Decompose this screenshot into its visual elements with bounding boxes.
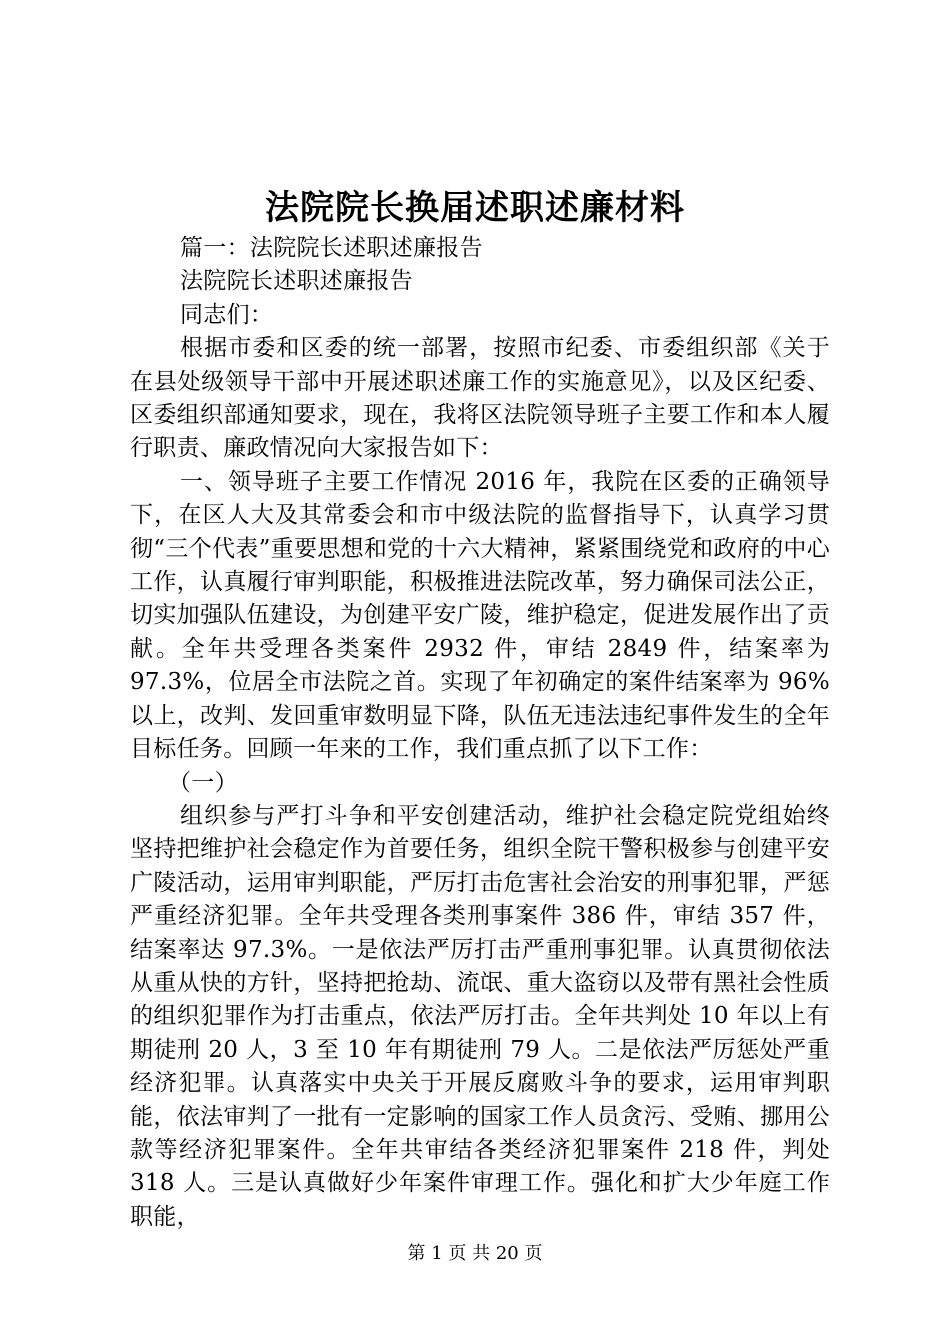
page-number: 第 1 页 共 20 页 — [407, 1243, 543, 1264]
document-title: 法院院长换届述职述廉材料 — [265, 188, 685, 228]
body-paragraph: 组织参与严打斗争和平安创建活动，维护社会稳定院党组始终坚持把维护社会稳定作为首要任务，组织全院干警积极参与创建平安广陵活动，运用审判职能，严厉打击危害社会治安的刑事犯罪，严惩严重经济犯罪。全年共受理各类刑事案件 386 件，审结 357 件，结案率达 97.3%。一是依法严厉打击严重刑事犯罪。认真贯彻依法从重从快的方针，坚持把抢劫、流氓、重大盗窃以及带有黑社会性质的组织犯罪作为打击重点，依法严厉打击。全年共判处 10 年以上有期徒刑 20 人，3 至 10 年有期徒刑 79 人。二是依法严厉惩处严重经济犯罪。认真落实中央关于开展反腐败斗争的要求，运用审判职能，依法审判了一批有一定影响的国家工作人员贪污、受贿、挪用公款等经济犯罪案件。全年共审结各类经济犯罪案件 218 件，判处 318 人。三是认真做好少年案件审理工作。强化和扩大少年庭工作职能， — [130, 802, 830, 1230]
section-heading: 篇一：法院院长述职述廉报告 — [180, 235, 483, 261]
document-body — [130, 232, 830, 1234]
body-paragraph: 根据市委和区委的统一部署，按照市纪委、市委组织部《关于在县处级领导干部中开展述职述廉工作的实施意见》，以及区纪委、区委组织部通知要求，现在，我将区法院领导班子主要工作和本人履行职责、廉政情况向大家报告如下： — [130, 335, 830, 462]
report-title: 法院院长述职述廉报告 — [180, 268, 413, 295]
body-paragraph: 一、领导班子主要工作情况 2016 年，我院在区委的正确领导下，在区人大及其常委会和市中级法院的监督指导下，认真学习贯彻“三个代表”重要思想和党的十六大精神，紧紧围绕党和政府的中心工作，认真履行审判职能，积极推进法院改革，努力确保司法公正，切实加强队伍建设，为创建平安广陵，维护稳定，促进发展作出了贡献。全年共受理各类案件 2932 件，审结 2849 件，结案率为 97.3%，位居全市法院之首。实现了年初确定的案件结案率为 96%以上，改判、发回重审数明显下降，队伍无违法违纪事件发生的全年目标任务。回顾一年来的工作，我们重点抓了以下工作： — [130, 468, 830, 763]
salutation: 同志们： — [180, 301, 274, 328]
subsection-marker: （一） — [168, 769, 238, 796]
